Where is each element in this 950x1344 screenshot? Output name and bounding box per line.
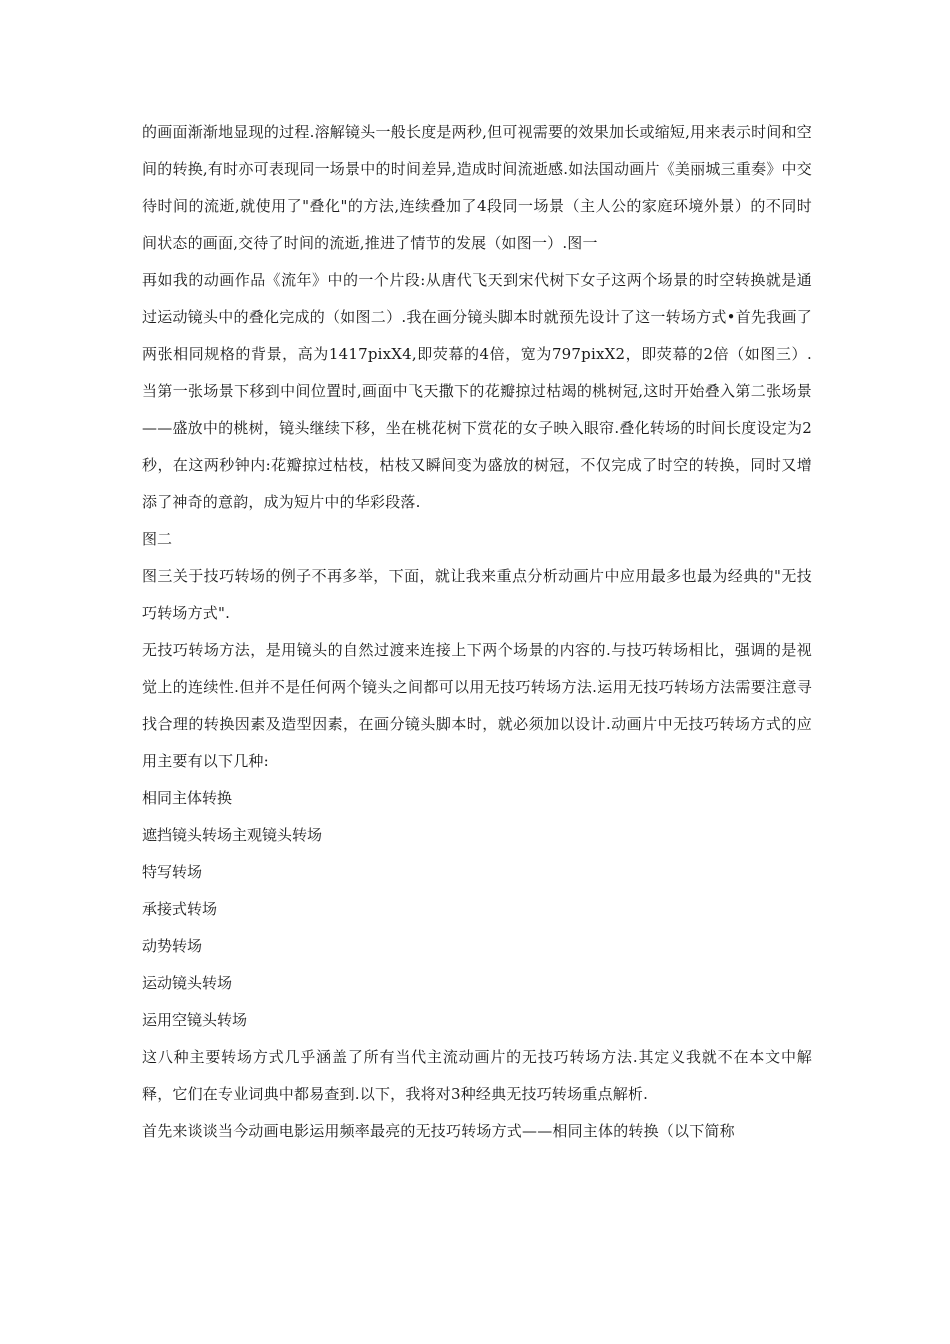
list-item-moving-camera: 运动镜头转场 <box>142 974 233 992</box>
list-item-continuation: 承接式转场 <box>142 900 218 918</box>
paragraph-liunian-example: 再如我的动画作品《流年》中的一个片段:从唐代飞天到宋代树下女子这两个场景的时空转换就是通过运动镜头中的叠化完成的（如图二）.我在画分镜头脚本时就预先设计了这一转场方式•首先我画了两张相同规格的背景，高为1417pixX4,即荧幕的4倍，宽为797pixX2，即荧幕的2倍（如图三）.当第一张场景下移到中间位置时,画面中飞天撒下的花瓣掠过枯竭的桃树冠,这时开始叠入第二张场景——盛放中的桃树，镜头继续下移，坐在桃花树下赏花的女子映入眼帘.叠化转场的时间长度设定为2秒，在这两秒钟内:花瓣掠过枯枝，枯枝又瞬间变为盛放的树冠，不仅完成了时空的转换，同时又增添了神奇的意韵，成为短片中的华彩段落. <box>142 271 812 511</box>
list-item-motion: 动势转场 <box>142 937 203 955</box>
list-item-closeup: 特写转场 <box>142 863 203 881</box>
document-body <box>142 114 812 1150</box>
paragraph-technique-transition: 图三关于技巧转场的例子不再多举，下面，就让我来重点分析动画片中应用最多也最为经典的"无技巧转场方式". <box>142 567 812 622</box>
figure-caption-2: 图二 <box>142 530 173 548</box>
paragraph-dissolve-intro: 的画面渐渐地显现的过程.溶解镜头一般长度是两秒,但可视需要的效果加长或缩短,用来表示时间和空间的转换,有时亦可表现同一场景中的时间差异,造成时间流逝感.如法国动画片《美丽城三重奏》中交待时间的流逝,就使用了"叠化"的方法,连续叠加了4段同一场景（主人公的家庭环境外景）的不同时间状态的画面,交待了时间的流逝,推进了情节的发展（如图一）.图一 <box>142 123 812 252</box>
paragraph-same-subject-intro: 首先来谈谈当今动画电影运用频率最亮的无技巧转场方式——相同主体的转换（以下简称 <box>142 1122 735 1140</box>
list-item-occlusion-subjective: 遮挡镜头转场主观镜头转场 <box>142 826 323 844</box>
paragraph-eight-types-summary: 这八种主要转场方式几乎涵盖了所有当代主流动画片的无技巧转场方法.其定义我就不在本文中解释，它们在专业词典中都易查到.以下，我将对3种经典无技巧转场重点解析. <box>142 1048 812 1103</box>
list-item-empty-shot: 运用空镜头转场 <box>142 1011 248 1029</box>
paragraph-no-technique-transition: 无技巧转场方法，是用镜头的自然过渡来连接上下两个场景的内容的.与技巧转场相比，强调的是视觉上的连续性.但并不是任何两个镜头之间都可以用无技巧转场方法.运用无技巧转场方法需要注意寻找合理的转换因素及造型因素，在画分镜头脚本时，就必须加以设计.动画片中无技巧转场方式的应用主要有以下几种: <box>142 641 812 770</box>
list-item-same-subject: 相同主体转换 <box>142 789 233 807</box>
